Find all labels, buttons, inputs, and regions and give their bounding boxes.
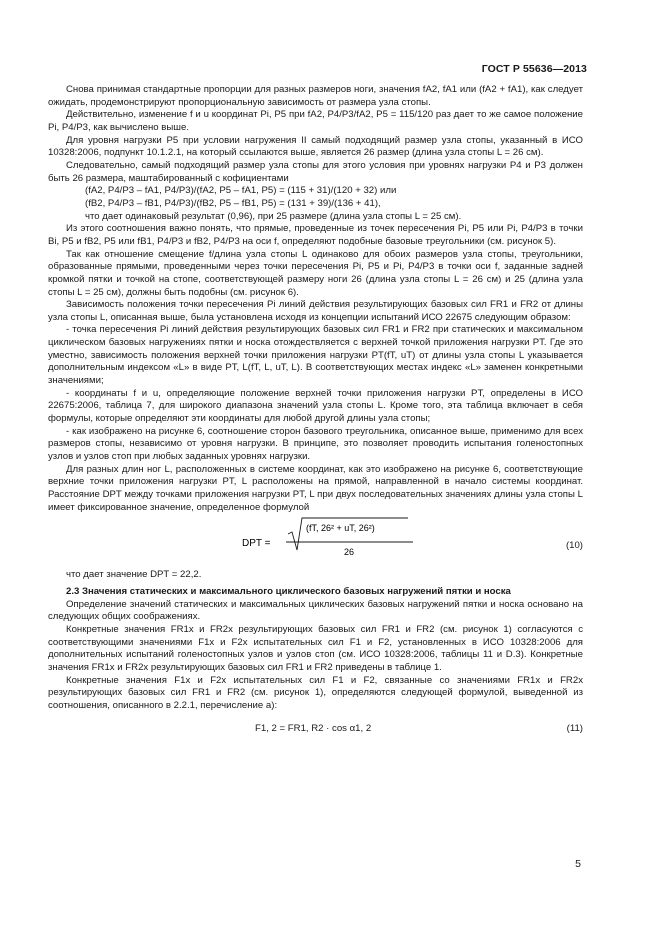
formula-10-numerator: (fT, 26² + uT, 26²) [306,523,375,534]
paragraph-3: Для уровня нагрузки P5 при условии нагружения II самый подходящий размер узла стопы, указанный в ИСО 10328:2006, подпункт 10.1.2.1, на который ссылаются выше, является 26 размер (длина узла стопы L = 26 см). [48,134,583,159]
calc-line-3: что дает одинаковый результат (0,96), при 25 размере (длина узла стопы L = 25 см). [85,210,462,222]
paragraph-11: Конкретные значения FR1x и FR2x результирующих базовых сил FR1 и FR2 (см. рисунок 1) согласуются с соответствующими значениями F1x и F2x испытательных сил F1 и F2, установленных в ИСО 10328:2006 для дополнительных испытаний голеностопных узлов и узлов стоп (см. ИСО 10328:2006, таблицы 11 и D.3). Конкретные значения FR1x и FR2x результирующих базовых сил FR1 и FR2 приведены в таблице 1. [48,623,583,673]
calc-line-2: (fB2, P4/P3 – fB1, P4/P3)/(fB2, P5 – fB1, P5) = (131 + 39)/(136 + 41), [85,197,381,209]
paragraph-9: что дает значение DPT = 22,2. [66,569,202,581]
paragraph-4: Следовательно, самый подходящий размер узла стопы для этого условия при уровнях нагрузки P4 и P3 должен быть 26 размера, маштабированный с кофициентами [48,159,583,184]
formula-10-denominator: 26 [344,547,355,558]
formula-11-number: (11) [566,722,583,734]
formula-11-expression: F1, 2 = FR1, R2 · cos α1, 2 [255,722,372,734]
formula-11 [48,723,583,739]
formula-10-graphic [228,516,468,566]
paragraph-2: Действительно, изменение f и u координат Pi, P5 при fA2, P4/P3/fA2, P5 = 115/120 раз дает то же самое положение Pi, P4/P3, как вычислено выше. [48,109,583,133]
list-item-2: - координаты f и u, определяющие положение верхней точки приложения нагрузки PT, определены в ИСО 22675:2006, таблица 7, для широкого диапазона значений узла стопы L. Кроме того, эта таблица включает в себя формулы, которые определяют эти координаты для любой другой длины узла стопы; [48,387,583,425]
formula-10-lhs: DPT = [242,538,271,550]
page-number: 5 [575,858,581,870]
paragraph-12: Конкретные значения F1x и F2x испытательных сил F1 и F2, связанные со значениями FR1x и FR2x результирующих базовых сил FR1 и FR2 (см. рисунок 1), определяются следующей формулой, выведенной из соотношения, описанного в 2.2.1, перечисление а): [48,674,583,711]
formula-10-number: (10) [565,540,583,552]
paragraph-6: Так как отношение смещение f/длина узла стопы L одинаково для обоих размеров узла стопы, треугольники, образованные прямыми, проведенными через точки пересечения Pi, P5 и Pi, P4/P3 в точки оси f, заданные задней кромкой пятки и точкой на стопе, соответствующей размеру ноги 26 (длина узла стопы L = 26 см) и 25 (длина узла стопы L = 25 см), должны быть подобны (см. рисунок 6). [48,248,583,298]
calc-line-1: (fA2, P4/P3 – fA1, P4/P3)/(fA2, P5 – fA1, P5) = (115 + 31)/(120 + 32) или [85,185,397,197]
paragraph-1: Снова принимая стандартные пропорции для разных размеров ноги, значения fA2, fA1 или (fA2 + fA1), как следует ожидать, продемонстрируют пропорциональную зависимость от размера узла стопы. [48,84,583,108]
paragraph-7: Зависимость положения точки пересечения Pi линий действия результирующих базовых сил FR1 и FR2 от длины узла стопы L, описанная выше, была установлена исходя из концепции испытаний ИСО 22675 следующим образом: [48,299,583,323]
list-item-1: - точка пересечения Pi линий действия результирующих базовых сил FR1 и FR2 при статических и максимальном циклическом базовых нагружениях пятки и носка отождествляется с верхней точкой приложения нагрузки PT. Где это уместно, зависимость положения верхней точки приложения нагрузки PT(fT, uT) от длины узла стопы L указывается дополнительным индексом «L» в виде PT, L(fT, L, uT, L). В соответствующих местах индекс «L» заменен конкретными значениями; [48,324,583,387]
document-header: ГОСТ Р 55636—2013 [481,63,587,75]
document-body [48,84,583,739]
formula-10 [48,514,583,569]
paragraph-5: Из этого соотношения важно понять, что прямые, проведенные из точек пересечения Pi, P5 или Pi, P4/P3 в точки Bi, P5 и fB2, P5 или fB1, P4/P3 и fB2, P4/P3 на оси f, определяют подобные базовые треугольники (см. рисунок 5). [48,223,583,247]
section-heading-2-3: 2.3 Значения статических и максимального циклического базовых нагружений пятки и носка [66,585,511,597]
list-item-3: - как изображено на рисунке 6, соотношение сторон базового треугольника, описанное выше, применимо для всех размеров стопы, независимо от уровня нагрузки. В принципе, это позволяет проводить испытания голеностопных узлов и узлов стоп при любых заданных уровнях нагрузки. [48,425,583,463]
paragraph-10: Определение значений статических и максимальных циклических базовых нагружений пятки и носка основано на следующих общих соображениях. [48,598,583,623]
paragraph-8: Для разных длин ног L, расположенных в системе координат, как это изображено на рисунке 6, соответствующие верхние точки приложения нагрузки PT, L расположены на прямой, направленной в начало системы координат. Расстояние DPT между точками приложения нагрузки PT, L при двух последовательных значениях длины узла стопы L имеет фиксированное значение, определенное формулой [48,463,583,513]
